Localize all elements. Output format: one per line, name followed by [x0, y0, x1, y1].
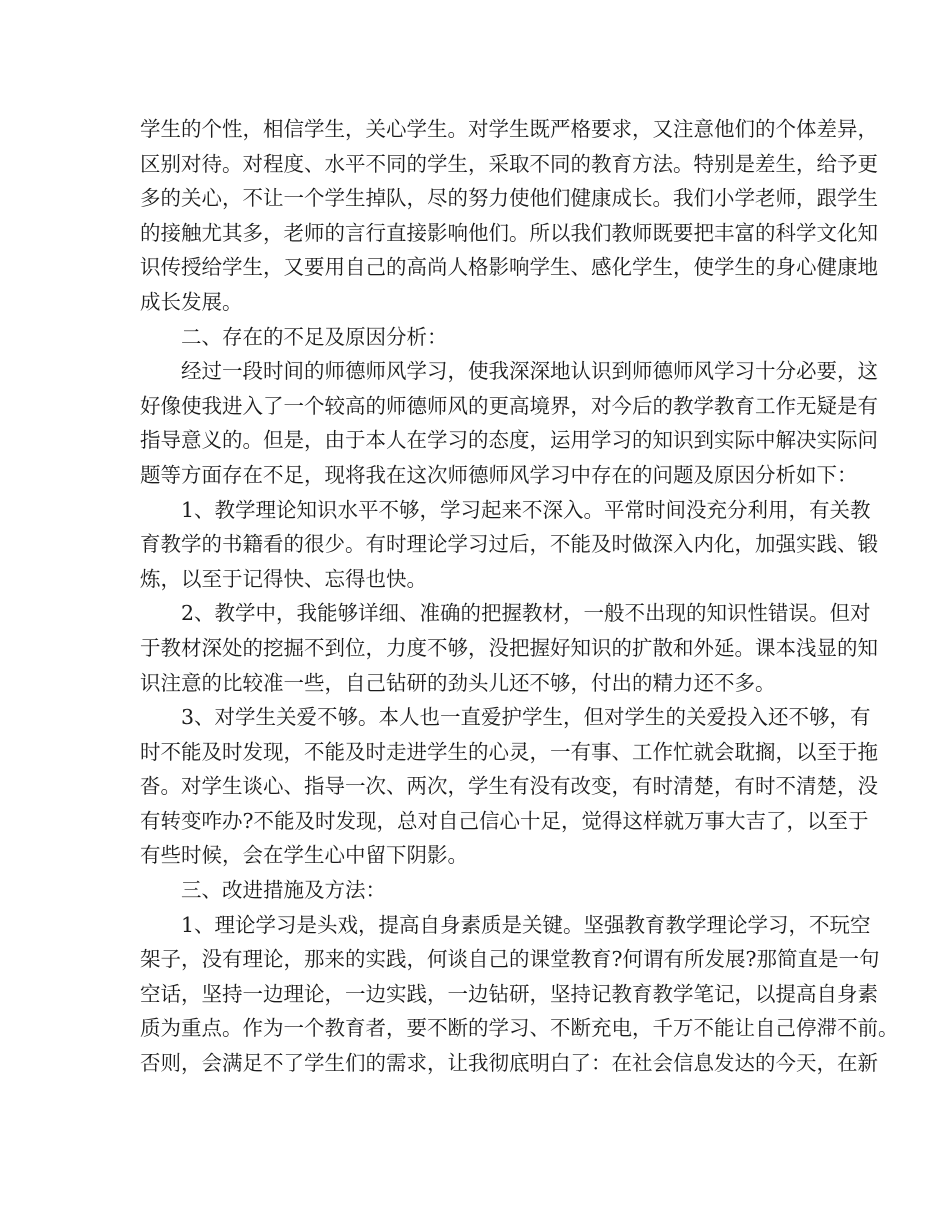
text-line: 空话，坚持一边理论，一边实践，一边钻研，坚持记教育教学笔记，以提高自身素 [140, 981, 878, 1006]
text-line: 2、教学中，我能够详细、准确的把握教材，一般不出现的知识性错误。但对 [181, 601, 871, 626]
text-line: 有些时候，会在学生心中留下阴影。 [140, 843, 468, 868]
text-line: 好像使我进入了一个较高的师德师风的更高境界，对今后的教学教育工作无疑是有 [140, 393, 878, 418]
text-line: 架子，没有理论，那来的实践，何谈自己的课堂教育?何谓有所发展?那简直是一句 [140, 947, 880, 972]
text-line: 题等方面存在不足，现将我在这次师德师风学习中存在的问题及原因分析如下： [140, 462, 858, 487]
text-line: 育教学的书籍看的很少。有时理论学习过后，不能及时做深入内化，加强实践、锻 [140, 532, 878, 557]
text-line: 于教材深处的挖掘不到位，力度不够，没把握好知识的扩散和外延。课本浅显的知 [140, 635, 878, 660]
text-line: 三、改进措施及方法： [181, 878, 386, 903]
text-line: 的接触尤其多，老师的言行直接影响他们。所以我们教师既要把丰富的科学文化知 [140, 220, 878, 245]
document-body [140, 112, 899, 1081]
text-line: 经过一段时间的师德师风学习，使我深深地认识到师德师风学习十分必要，这 [181, 359, 878, 384]
text-line: 识传授给学生，又要用自己的高尚人格影响学生、感化学生，使学生的身心健康地 [140, 255, 878, 280]
text-line: 成长发展。 [140, 289, 243, 314]
text-line: 学生的个性，相信学生，关心学生。对学生既严格要求，又注意他们的个体差异， [140, 117, 878, 141]
text-line: 质为重点。作为一个教育者，要不断的学习、不断充电，千万不能让自己停滞不前。 [140, 1016, 899, 1041]
text-line: 3、对学生关爱不够。本人也一直爱护学生，但对学生的关爱投入还不够，有 [181, 705, 871, 730]
text-line: 1、理论学习是头戏，提高自身素质是关键。坚强教育教学理论学习，不玩空 [181, 912, 871, 937]
text-line: 多的关心，不让一个学生掉队，尽的努力使他们健康成长。我们小学老师，跟学生 [140, 186, 878, 211]
text-line: 有转变咋办?不能及时发现，总对自己信心十足，觉得这样就万事大吉了，以至于 [140, 808, 869, 833]
text-line: 指导意义的。但是，由于本人在学习的态度，运用学习的知识到实际中解决实际问 [140, 428, 878, 453]
text-line: 二、存在的不足及原因分析： [181, 324, 448, 349]
text-line: 时不能及时发现，不能及时走进学生的心灵，一有事、工作忙就会耽搁，以至于拖 [140, 739, 878, 764]
text-line: 炼，以至于记得快、忘得也快。 [140, 566, 427, 591]
text-line: 识注意的比较准一些，自己钻研的劲头儿还不够，付出的精力还不多。 [140, 670, 776, 695]
text-line: 否则，会满足不了学生们的需求，让我彻底明白了：在社会信息发达的今天，在新 [140, 1051, 878, 1076]
text-line: 区别对待。对程度、水平不同的学生，采取不同的教育方法。特别是差生，给予更 [140, 151, 878, 176]
text-line: 1、教学理论知识水平不够，学习起来不深入。平常时间没充分利用，有关教 [181, 497, 871, 522]
text-line: 沓。对学生谈心、指导一次、两次，学生有没有改变，有时清楚，有时不清楚，没 [140, 774, 878, 799]
